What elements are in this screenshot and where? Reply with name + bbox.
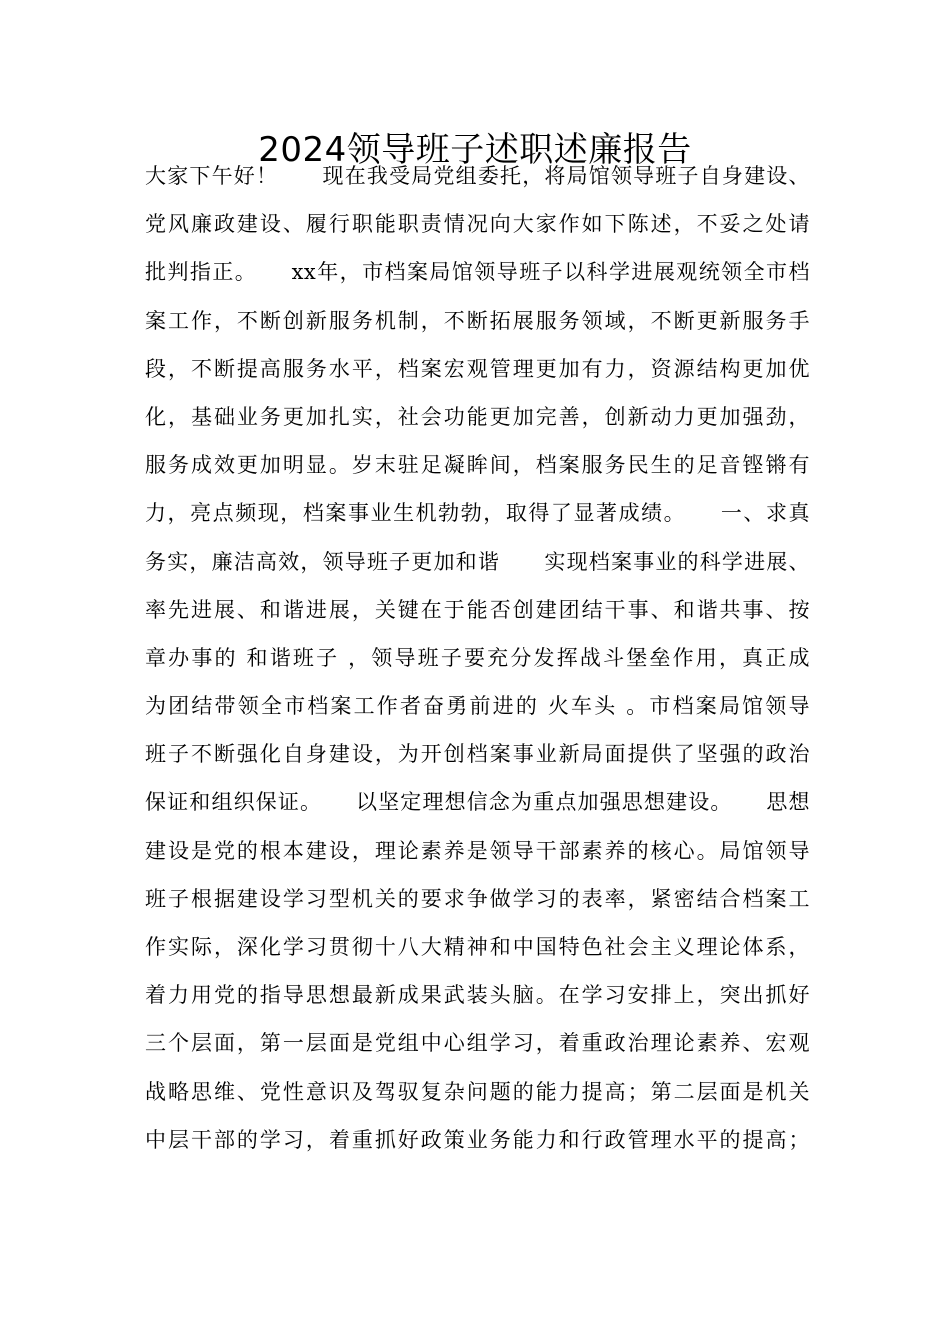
body-line-8: 力，亮点频现，档案事业生机勃勃，取得了显著成绩。 一、求真 (145, 501, 810, 526)
document-title: 2024领导班子述职述廉报告 (258, 130, 692, 170)
body-line-21: 中层干部的学习，着重抓好政策业务能力和行政管理水平的提高； (145, 1127, 810, 1152)
body-line-12: 为团结带领全市档案工作者奋勇前进的 火车头 。市档案局馆领导 (145, 694, 810, 719)
body-line-4: 案工作，不断创新服务机制，不断拓展服务领域，不断更新服务手 (145, 308, 810, 333)
body-line-11: 章办事的 和谐班子 ，领导班子要充分发挥战斗堡垒作用，真正成 (145, 645, 810, 670)
body-line-1: 大家下午好！ 现在我受局党组委托，将局馆领导班子自身建设、 (145, 164, 810, 188)
body-line-20: 战略思维、党性意识及驾驭复杂问题的能力提高；第二层面是机关 (145, 1079, 810, 1104)
body-line-13: 班子不断强化自身建设，为开创档案事业新局面提供了坚强的政治 (145, 742, 810, 767)
body-line-2: 党风廉政建设、履行职能职责情况向大家作如下陈述，不妥之处请 (145, 212, 810, 237)
body-line-17: 作实际，深化学习贯彻十八大精神和中国特色社会主义理论体系， (145, 935, 810, 959)
document-body (145, 152, 810, 1164)
body-line-5: 段，不断提高服务水平，档案宏观管理更加有力，资源结构更加优 (145, 356, 810, 381)
body-line-15: 建设是党的根本建设，理论素养是领导干部素养的核心。局馆领导 (145, 838, 810, 863)
body-line-9: 务实，廉洁高效，领导班子更加和谐 实现档案事业的科学进展、 (145, 549, 810, 574)
body-line-18: 着力用党的指导思想最新成果武装头脑。在学习安排上，突出抓好 (145, 983, 810, 1008)
body-line-10: 率先进展、和谐进展，关键在于能否创建团结干事、和谐共事、按 (145, 597, 810, 622)
body-line-6: 化，基础业务更加扎实，社会功能更加完善，创新动力更加强劲， (145, 404, 810, 429)
body-line-14: 保证和组织保证。 以坚定理想信念为重点加强思想建设。 思想 (145, 790, 810, 815)
body-line-19: 三个层面，第一层面是党组中心组学习，着重政治理论素养、宏观 (145, 1031, 810, 1056)
body-line-3: 批判指正。 xx年，市档案局馆领导班子以科学进展观统领全市档 (145, 260, 810, 285)
body-line-7: 服务成效更加明显。岁末驻足凝眸间，档案服务民生的足音铿锵有 (145, 453, 810, 478)
body-line-16: 班子根据建设学习型机关的要求争做学习的表率，紧密结合档案工 (145, 886, 810, 911)
